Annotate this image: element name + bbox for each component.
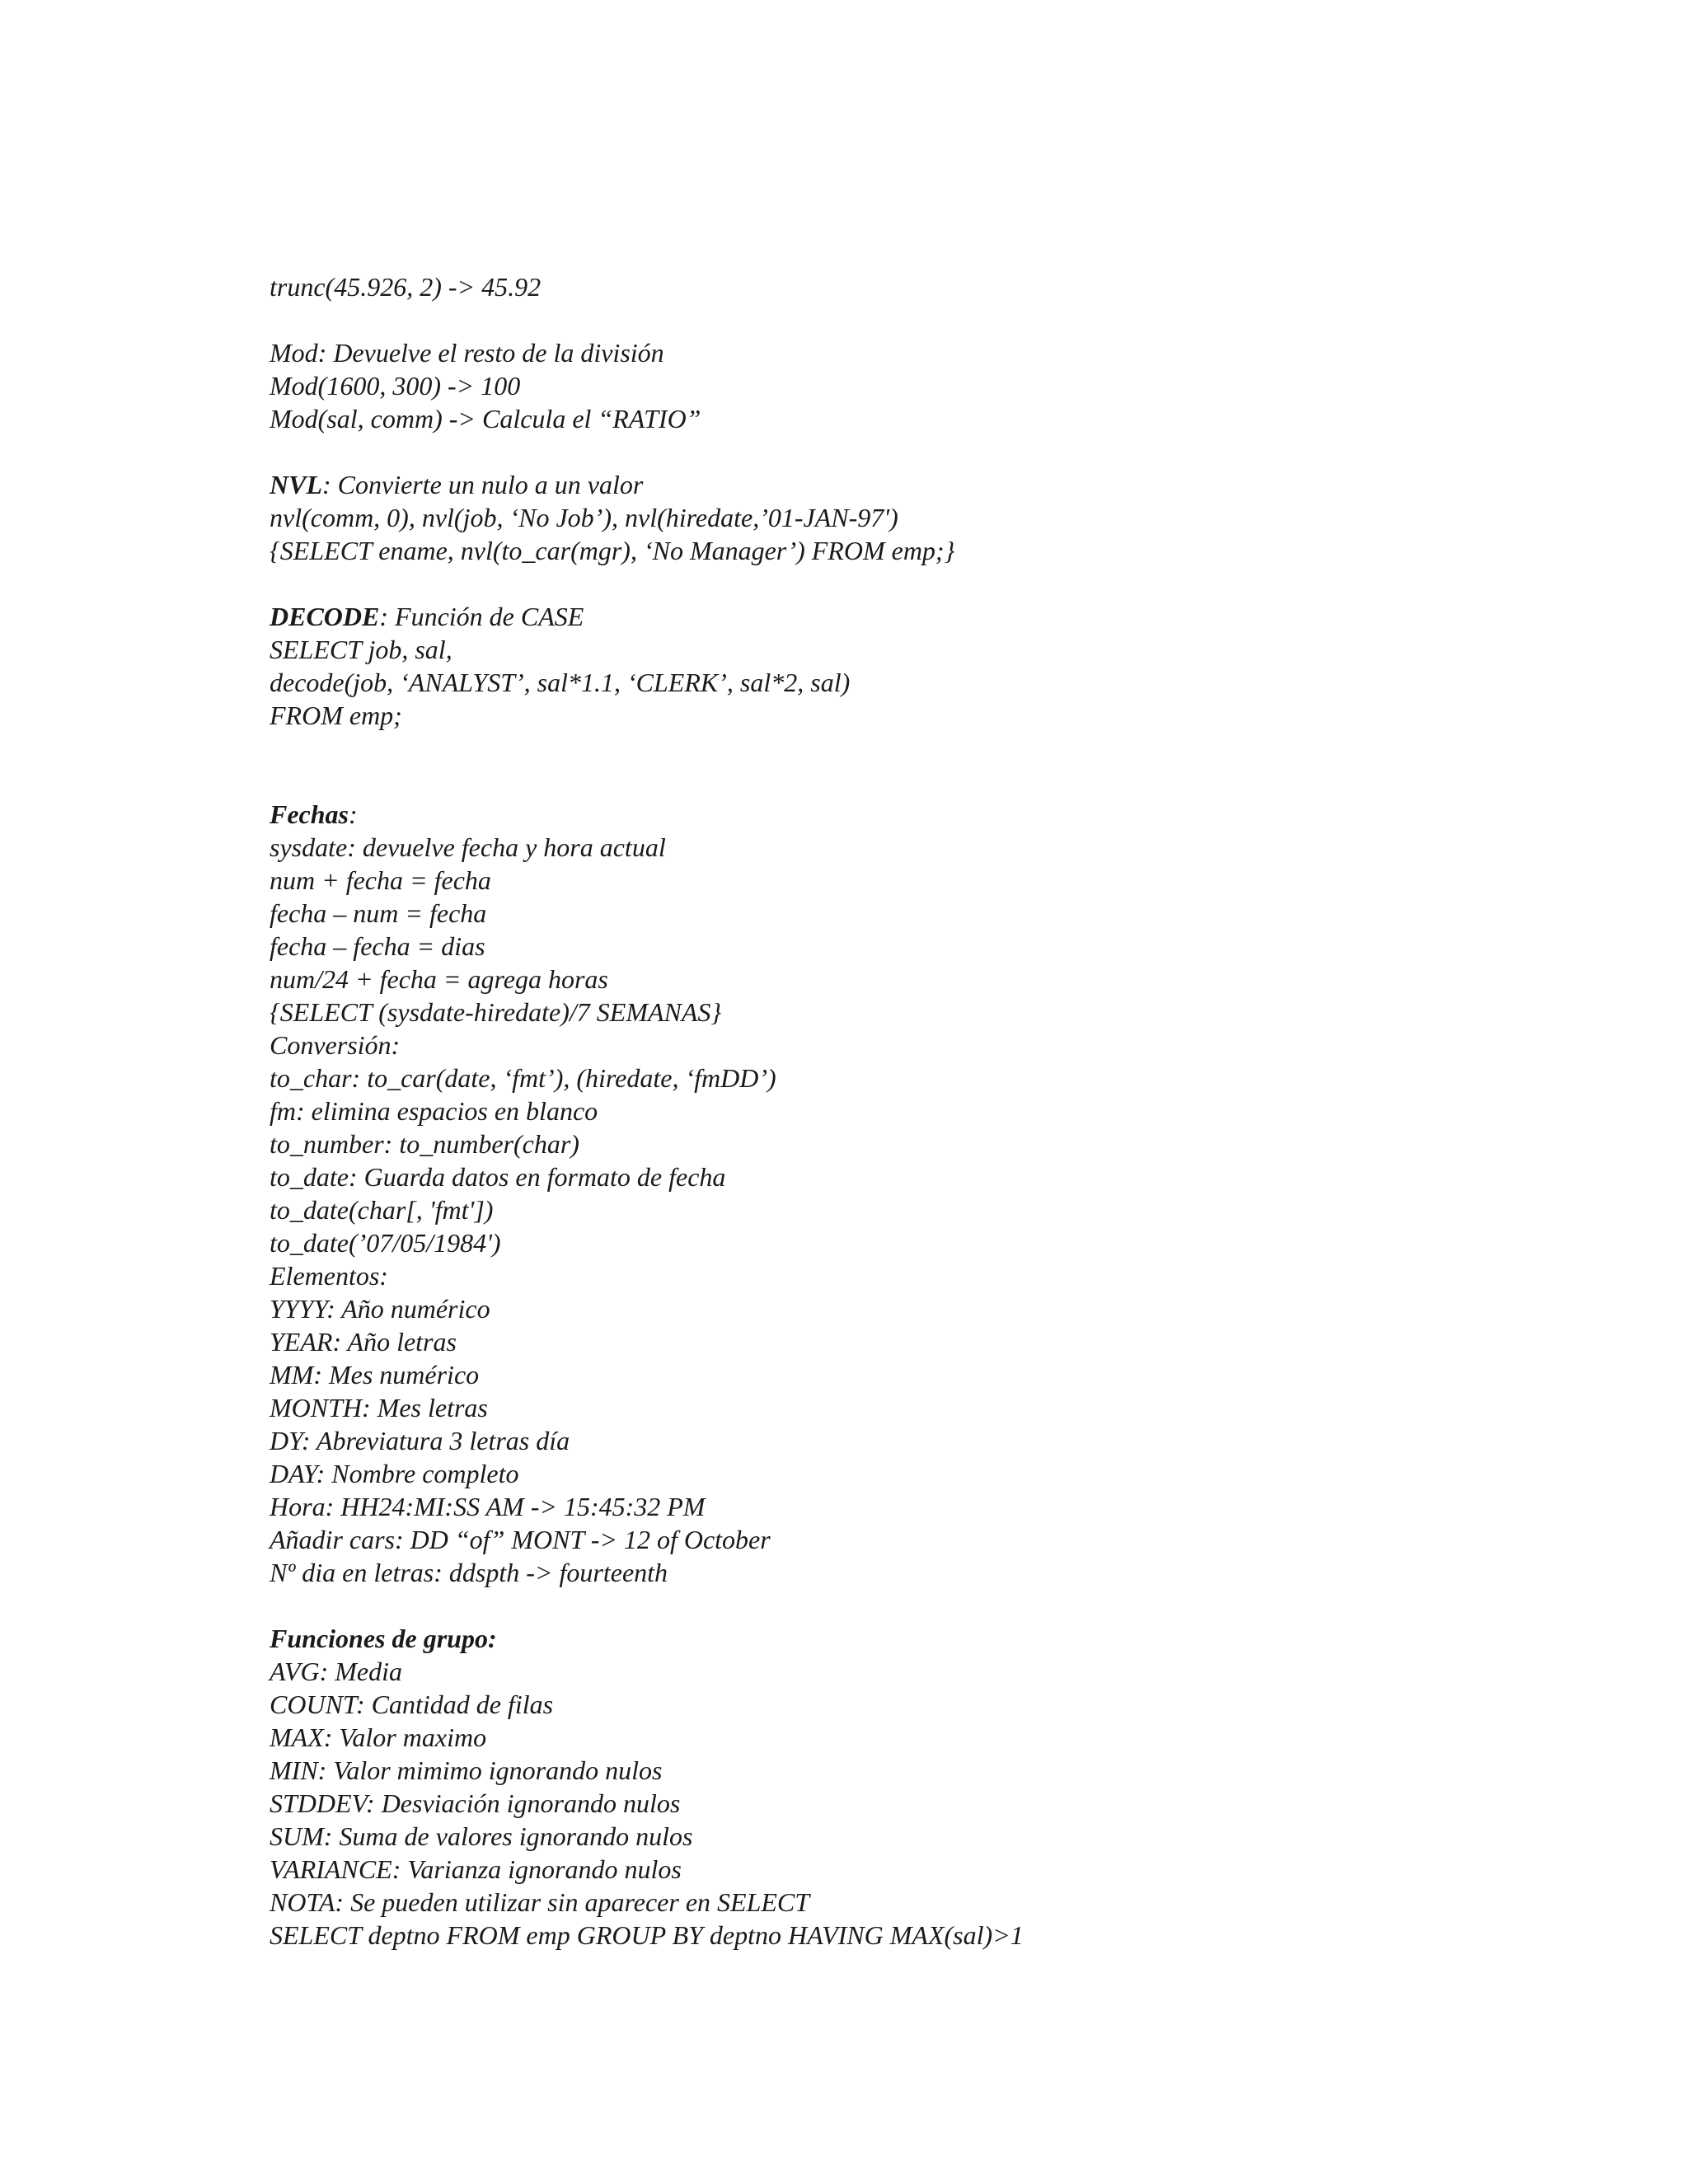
fechas-line: MONTH: Mes letras xyxy=(270,1393,488,1422)
grupo-line: STDDEV: Desviación ignorando nulos xyxy=(270,1788,681,1818)
fechas-line: num + fecha = fecha xyxy=(270,865,491,895)
fechas-line: sysdate: devuelve fecha y hora actual xyxy=(270,832,666,862)
fechas-line: Conversión: xyxy=(270,1030,401,1060)
fechas-heading: Fechas xyxy=(270,799,349,829)
grupo-line: SELECT deptno FROM emp GROUP BY deptno HAVING MAX(sal)>1 xyxy=(270,1920,1024,1950)
grupo-line: SUM: Suma de valores ignorando nulos xyxy=(270,1821,693,1851)
nvl-heading-rest: : Convierte un nulo a un valor xyxy=(322,470,644,499)
spacer xyxy=(270,732,1522,798)
spacer xyxy=(270,303,1522,336)
decode-heading-line xyxy=(270,600,1522,633)
fechas-line: DY: Abreviatura 3 letras día xyxy=(270,1426,570,1455)
trunc-line: trunc(45.926, 2) -> 45.92 xyxy=(270,272,542,302)
mod-line-2: Mod(1600, 300) -> 100 xyxy=(270,371,521,401)
nvl-heading-line xyxy=(270,468,1522,501)
fechas-line: fm: elimina espacios en blanco xyxy=(270,1096,598,1126)
decode-heading: DECODE xyxy=(270,602,380,631)
fechas-line: DAY: Nombre completo xyxy=(270,1459,519,1488)
fechas-line: MM: Mes numérico xyxy=(270,1360,480,1390)
grupo-list xyxy=(270,1655,1522,1952)
fechas-line: {SELECT (sysdate-hiredate)/7 SEMANAS} xyxy=(270,997,722,1027)
fechas-line: to_date(char[, 'fmt']) xyxy=(270,1195,494,1225)
fechas-line: Nº dia en letras: ddspth -> fourteenth xyxy=(270,1558,668,1587)
grupo-line: COUNT: Cantidad de filas xyxy=(270,1690,554,1719)
nvl-line-2: nvl(comm, 0), nvl(job, ‘No Job’), nvl(hiredate,’01-JAN-97') xyxy=(270,503,898,532)
document-body xyxy=(270,270,1522,1952)
decode-line-3: decode(job, ‘ANALYST’, sal*1.1, ‘CLERK’, sal*2, sal) xyxy=(270,668,851,697)
fechas-line: to_date: Guarda datos en formato de fecha xyxy=(270,1162,726,1192)
fechas-heading-line xyxy=(270,798,1522,831)
grupo-heading: Funciones de grupo: xyxy=(270,1624,497,1653)
fechas-line: Añadir cars: DD “of” MONT -> 12 of October xyxy=(270,1525,771,1554)
spacer xyxy=(270,567,1522,600)
fechas-line: to_char: to_car(date, ‘fmt’), (hiredate, ‘fmDD’) xyxy=(270,1063,776,1093)
decode-line-2: SELECT job, sal, xyxy=(270,635,452,664)
grupo-line: MIN: Valor mimimo ignorando nulos xyxy=(270,1755,663,1785)
fechas-line: fecha – fecha = dias xyxy=(270,931,485,961)
nvl-line-3: {SELECT ename, nvl(to_car(mgr), ‘No Manager’) FROM emp;} xyxy=(270,536,955,565)
fechas-line: to_date(’07/05/1984') xyxy=(270,1228,501,1258)
grupo-line: AVG: Media xyxy=(270,1657,403,1686)
fechas-list xyxy=(270,831,1522,1589)
spacer xyxy=(270,435,1522,468)
mod-line-3: Mod(sal, comm) -> Calcula el “RATIO” xyxy=(270,404,701,434)
fechas-heading-rest: : xyxy=(349,799,358,829)
spacer xyxy=(270,1589,1522,1622)
grupo-line: MAX: Valor maximo xyxy=(270,1722,487,1752)
fechas-line: Elementos: xyxy=(270,1261,388,1291)
fechas-line: YEAR: Año letras xyxy=(270,1327,457,1357)
grupo-line: VARIANCE: Varianza ignorando nulos xyxy=(270,1854,682,1884)
fechas-line: Hora: HH24:MI:SS AM -> 15:45:32 PM xyxy=(270,1492,706,1521)
fechas-line: to_number: to_number(char) xyxy=(270,1129,579,1159)
decode-line-4: FROM emp; xyxy=(270,701,402,730)
fechas-line: YYYY: Año numérico xyxy=(270,1294,490,1324)
fechas-line: fecha – num = fecha xyxy=(270,898,487,928)
nvl-heading: NVL xyxy=(270,470,322,499)
fechas-line: num/24 + fecha = agrega horas xyxy=(270,964,608,994)
decode-heading-rest: : Función de CASE xyxy=(379,602,584,631)
grupo-line: NOTA: Se pueden utilizar sin aparecer en SELECT xyxy=(270,1887,810,1917)
mod-line-1: Mod: Devuelve el resto de la división xyxy=(270,338,664,368)
